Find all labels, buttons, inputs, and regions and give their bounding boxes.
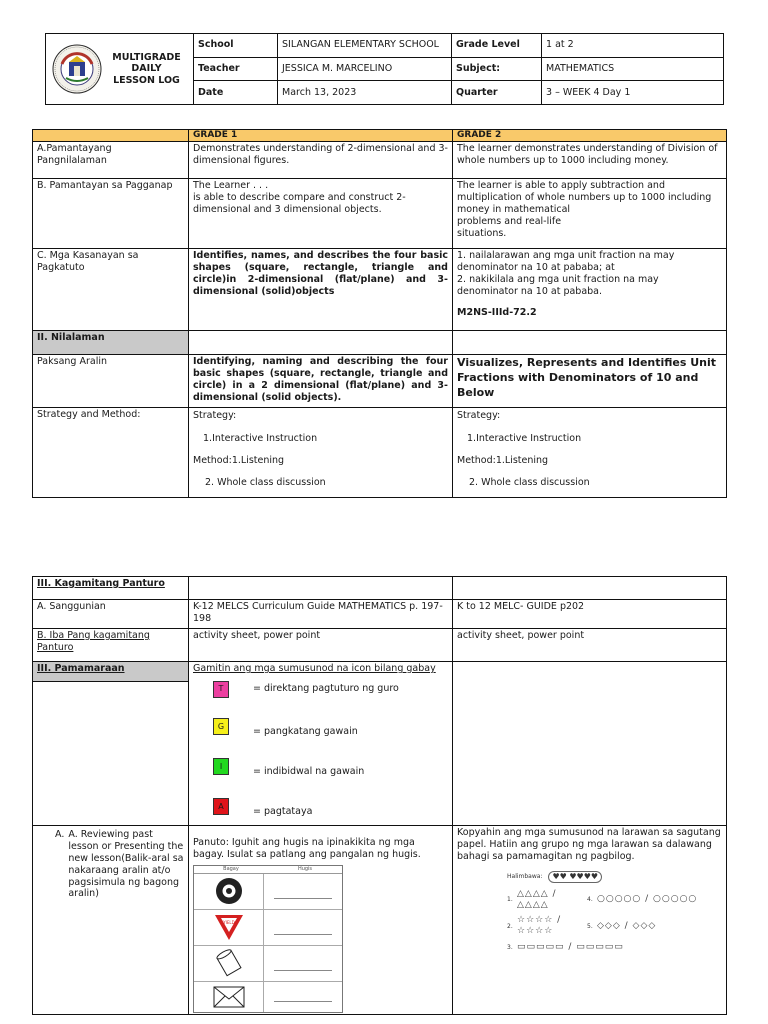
content-standard-label: A.Pamantayang Pangnilalaman	[33, 142, 189, 179]
legend-text: = indibidwal na gawain	[253, 765, 365, 777]
teacher-label: Teacher	[194, 57, 278, 81]
references-g1: K-12 MELCS Curriculum Guide MATHEMATICS p. 197-198	[189, 600, 453, 629]
grade-level-label: Grade Level	[452, 34, 542, 58]
grade2-header: GRADE 2	[453, 130, 727, 142]
procedure-left-blank	[33, 682, 189, 826]
subject-value: MATHEMATICS	[542, 57, 724, 81]
rectangle-group: ▭▭▭▭▭ / ▭▭▭▭▭	[517, 941, 624, 952]
legend-teacher	[213, 681, 448, 698]
item-number: 3.	[507, 943, 513, 951]
grade-level-value: 1 at 2	[542, 34, 724, 58]
competencies-g2	[453, 249, 727, 331]
triangle-group: △△△△ / △△△△	[517, 888, 557, 910]
legend-text: = direktang pagtuturo ng guro	[253, 683, 399, 695]
legend-assessment	[213, 796, 448, 818]
performance-standard-g2	[453, 179, 727, 249]
performance-standard-g1	[189, 179, 453, 249]
method-text: Method:1.Listening	[193, 455, 285, 466]
strategy-item: 1.Interactive Instruction	[203, 433, 318, 445]
legend-individual	[213, 756, 448, 778]
quarter-label: Quarter	[452, 81, 542, 105]
strategy-item: 1.Interactive Instruction	[467, 433, 582, 445]
icon-intro: Gamitin ang mga sumusunod na icon bilang gabay	[193, 663, 436, 674]
picture-row	[507, 889, 722, 912]
competency-g2-item: 1. nailalarawan ang mga unit fraction na may denominator na 10 at pababa; at	[457, 250, 675, 274]
method-text: Method:1.Listening	[457, 455, 549, 466]
content-section-label: II. Nilalaman	[33, 331, 189, 355]
school-label: School	[194, 34, 278, 58]
worksheet-row	[194, 910, 342, 946]
other-materials-label: B. Iba Pang kagamitang Panturo	[33, 629, 189, 662]
legend-text: = pangkatang gawain	[253, 725, 358, 737]
date-value: March 13, 2023	[278, 81, 452, 105]
item-number: 4.	[587, 896, 593, 904]
review-marker: A.	[55, 829, 65, 840]
competencies-g1: Identifies, names, and describes the four basic shapes (square, rectangle, triangle and circle)in 2-dimensional (flat/plane) and 3-dimensional (solid)objects	[189, 249, 453, 331]
performance-g2-line: problems and real-life	[457, 215, 562, 227]
review-label-cell	[33, 826, 189, 1015]
worksheet-row	[194, 982, 342, 1012]
shape-worksheet	[193, 865, 343, 1013]
teacher-value: JESSICA M. MARCELINO	[278, 57, 452, 81]
example-row	[507, 871, 722, 883]
performance-g2-line: situations.	[457, 227, 507, 239]
example-label: Halimbawa:	[507, 872, 543, 880]
materials-g2-blank	[453, 577, 727, 600]
references-g2: K to 12 MELC- GUIDE p202	[453, 600, 727, 629]
other-materials-g1: activity sheet, power point	[189, 629, 453, 662]
procedure-label: III. Pamamaraan	[33, 662, 189, 682]
performance-g2-line: money in mathematical	[457, 204, 571, 215]
can-icon	[212, 948, 246, 978]
references-label: A. Sanggunian	[33, 600, 189, 629]
individual-icon: I	[213, 758, 229, 775]
content-standard-g2: The learner demonstrates understanding of Division of whole numbers up to 1000 including money.	[453, 142, 727, 179]
materials-g1-blank	[189, 577, 453, 600]
worksheet-header	[194, 866, 342, 874]
picture-row	[507, 942, 722, 953]
worksheet-col-shape: Hugis	[297, 865, 313, 872]
competency-code: M2NS-IIId-72.2	[457, 306, 537, 318]
deped-seal-icon	[52, 44, 102, 94]
quarter-value: 3 – WEEK 4 Day 1	[542, 81, 724, 105]
circle-group: ○○○○○ / ○○○○○	[597, 894, 698, 905]
tire-icon	[214, 876, 244, 906]
item-number: 5.	[587, 922, 593, 930]
school-value: SILANGAN ELEMENTARY SCHOOL	[278, 34, 452, 58]
objectives-table	[32, 129, 727, 498]
performance-g1-line: The Learner . . .	[193, 180, 269, 192]
review-g2	[453, 826, 727, 1015]
strategy-g1	[189, 408, 453, 498]
legend-group	[213, 716, 448, 738]
other-materials-g2: activity sheet, power point	[453, 629, 727, 662]
strategy-g2	[453, 408, 727, 498]
review-g1-instructions: Panuto: Iguhit ang hugis na ipinakikita ng mga bagay. Isulat sa patlang ang pangalan ng hugis.	[193, 837, 421, 860]
topic-g2: Visualizes, Represents and Identifies Unit Fractions with Denominators of 10 and Below	[453, 355, 727, 408]
star-group: ☆☆☆☆ / ☆☆☆☆	[517, 915, 562, 937]
header-blank	[33, 130, 189, 142]
assessment-icon: A	[213, 798, 229, 815]
yield-sign-text: YIELD	[222, 920, 235, 926]
method-item: 2. Whole class discussion	[205, 476, 326, 488]
form-title: MULTIGRADE DAILY LESSON LOG	[112, 51, 181, 86]
performance-standard-label: B. Pamantayan sa Pagganap	[33, 179, 189, 249]
example-grouped-icons: ♥♥ ♥♥♥♥	[548, 871, 602, 883]
materials-table	[32, 576, 727, 1015]
materials-heading: III. Kagamitang Panturo	[33, 577, 189, 600]
worksheet-row	[194, 874, 342, 910]
yield-sign-icon	[213, 912, 245, 942]
legend-text: = pagtataya	[253, 805, 313, 817]
diamond-group: ◇◇◇ / ◇◇◇	[597, 920, 657, 931]
fraction-picture-set	[507, 871, 722, 953]
competencies-label: C. Mga Kasanayan sa Pagkatuto	[33, 249, 189, 331]
strategy-text: Strategy:	[193, 410, 237, 422]
review-label: A. Reviewing past lesson or Presenting the new lesson(Balik-aral sa nakaraang aralin at/o pagsisimula ng bagong aralin)	[68, 829, 184, 900]
performance-g1-line: is able to describe compare and construct 2-dimensional and 3 dimensional objects.	[193, 192, 406, 215]
icon-legend-cell	[189, 662, 453, 826]
date-label: Date	[194, 81, 278, 105]
topic-g1: Identifying, naming and describing the four basic shapes (square, rectangle, triangle and circle) in a 2 dimensional (flat/plane) and 3- dimensional (solid objects).	[189, 355, 453, 408]
worksheet-col-object: Bagay	[223, 865, 239, 872]
logo-title-cell	[46, 34, 194, 105]
method-item: 2. Whole class discussion	[469, 476, 590, 488]
strategy-label: Strategy and Method:	[33, 408, 189, 498]
procedure-g2-blank	[453, 662, 727, 826]
worksheet-row	[194, 946, 342, 982]
review-g2-instructions: Kopyahin ang mga sumusunod na larawan sa sagutang papel. Hatiin ang grupo ng mga larawan sa dalawang bahagi sa pamamagitan ng pagbilog.	[457, 827, 721, 862]
topic-label: Paksang Aralin	[33, 355, 189, 408]
competency-g2-item: 2. nakikilala ang mga unit fraction na may denominator na 10 at pababa.	[457, 274, 659, 297]
content-standard-g1: Demonstrates understanding of 2-dimensional and 3-dimensional figures.	[189, 142, 453, 179]
picture-row	[507, 915, 722, 938]
grade1-header: GRADE 1	[189, 130, 453, 142]
performance-g2-line: The learner is able to apply subtraction and multiplication of whole numbers up to 1000 including	[457, 180, 712, 204]
strategy-text: Strategy:	[457, 410, 501, 422]
review-g1	[189, 826, 453, 1015]
content-g1-blank	[189, 331, 453, 355]
header-table	[45, 33, 724, 105]
group-icon: G	[213, 718, 229, 735]
item-number: 1.	[507, 896, 513, 904]
envelope-icon	[212, 984, 246, 1010]
subject-label: Subject:	[452, 57, 542, 81]
item-number: 2.	[507, 922, 513, 930]
content-g2-blank	[453, 331, 727, 355]
teacher-icon: T	[213, 681, 229, 698]
